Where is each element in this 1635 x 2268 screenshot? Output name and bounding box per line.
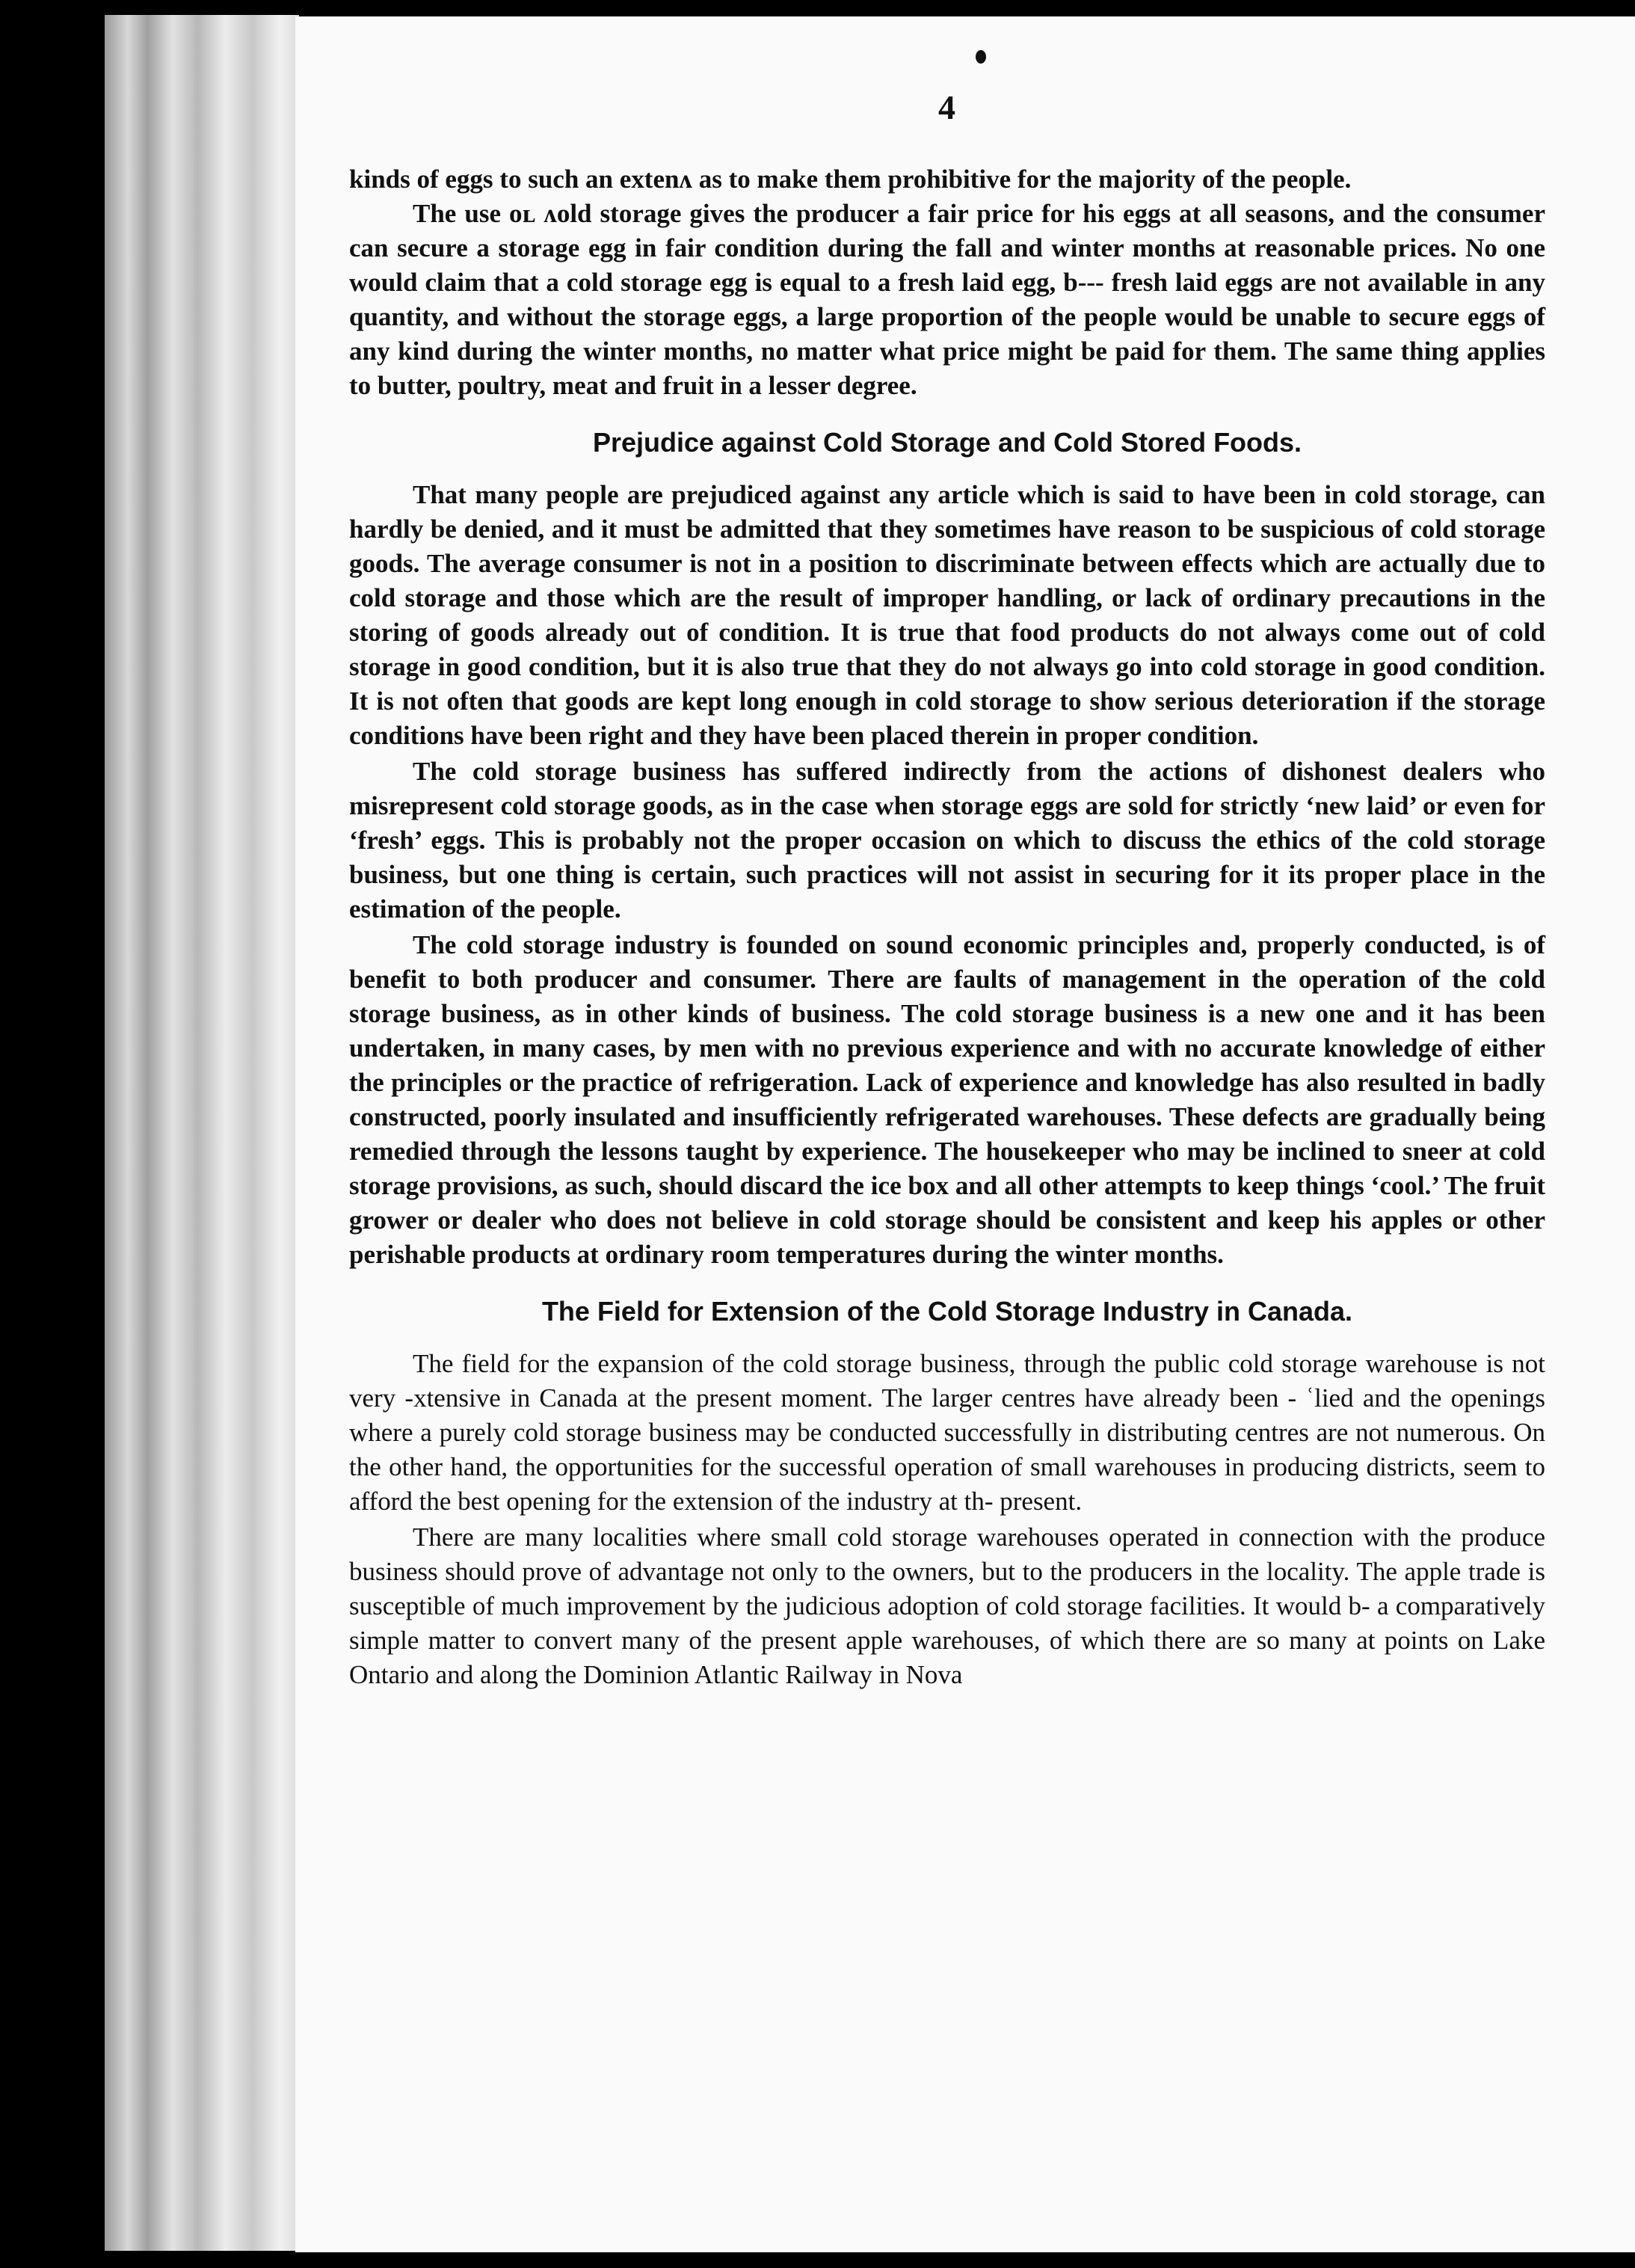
ink-speck (976, 50, 986, 64)
paragraph-prejudice-1: That many people are prejudiced against any article which is said to have been in cold storage, can hardly be denied, and it must be admitted that they sometimes have reason to be suspicious of cold storage goods. The average consumer is not in a position to discriminate between effects which are actually due to cold storage and those which are the result of improper handling, or lack of ordinary precautions in the storing of goods already out of condition. It is true that food products do not always come out of cold storage in good condition, but it is also true that they do not always go into cold storage in good condition. It is not often that goods are kept long enough in cold storage to show serious deterioration if the storage conditions have been right and they have been placed therein in proper condition. (349, 480, 1545, 750)
paragraph-cold-storage-prices: The use oʟ ʌold storage gives the producer a fair price for his eggs at all seasons, and the consumer can secure a storage egg in fair condition during the fall and winter months at reasonable prices. No one would claim that a cold storage egg is equal to a fresh laid egg, b‐‐‐ fresh laid eggs are not available in any quantity, and without the storage eggs, a large proportion of the people would be unable to secure eggs of any kind during the winter months, no matter what price might be paid for them. The same thing applies to butter, poultry, meat and fruit in a lesser degree. (349, 199, 1545, 400)
document-page (295, 16, 1635, 2252)
page-number: 4 (938, 88, 955, 126)
paragraph-prejudice-3: The cold storage industry is founded on sound economic principles and, properly conducted, is of benefit to both producer and consumer. There are faults of management in the operation of the cold storage business, as in other kinds of business. The cold storage business is a new one and it has been undertaken, in many cases, by men with no previous experience and with no accurate knowledge of either the principles or the practice of refrigeration. Lack of experience and knowledge has also resulted in badly constructed, poorly insulated and insufficiently refrigerated warehouses. These defects are gradually being remedied through the lessons taught by experience. The housekeeper who may be inclined to sneer at cold storage provisions, as such, should discard the ice box and all other attempts to keep things ‘cool.’ The fruit grower or dealer who does not believe in cold storage should be consistent and keep his apples or other perishable products at ordinary room temperatures during the winter months. (349, 930, 1545, 1269)
paragraph-field-2: There are many localities where small cold storage warehouses operated in connection with the produce business should prove of advantage not only to the owners, but to the producers in the locality. The apple trade is susceptible of much improvement by the judicious adoption of cold storage facilities. It would b‐ a comparatively simple matter to convert many of the present apple warehouses, of which there are so many at points on Lake Ontario and along the Dominion Atlantic Railway in Nova (349, 1522, 1545, 1689)
paragraph-continued: kinds of eggs to such an extenʌ as to make them prohibitive for the majority of the people. (349, 165, 1352, 194)
paragraph-field-1: The field for the expansion of the cold storage business, through the public cold storage warehouse is not very ‐xtensive in Canada at the present moment. The larger centres have already been ‐ ʿlied and the openings where a purely cold storage business may be conducted successfully in distributing centres are not numerous. On the other hand, the opportunities for the successful operation of small warehouses in producing districts, seem to afford the best opening for the extension of the industry at th‐ present. (349, 1349, 1545, 1516)
page-body (349, 162, 1545, 1692)
section-heading-prejudice: Prejudice against Cold Storage and Cold Stored Foods. (592, 427, 1302, 458)
section-heading-field-extension: The Field for Extension of the Cold Storage Industry in Canada. (541, 1296, 1353, 1327)
book-binding-edge (105, 15, 299, 2251)
paragraph-prejudice-2: The cold storage business has suffered indirectly from the actions of dishonest dealers who misrepresent cold storage goods, as in the case when storage eggs are sold for strictly ‘new laid’ or even for ‘fresh’ eggs. This is probably not the proper occasion on which to discuss the ethics of the cold storage business, but one thing is certain, such practices will not assist in securing for it its proper place in the estimation of the people. (349, 757, 1545, 924)
